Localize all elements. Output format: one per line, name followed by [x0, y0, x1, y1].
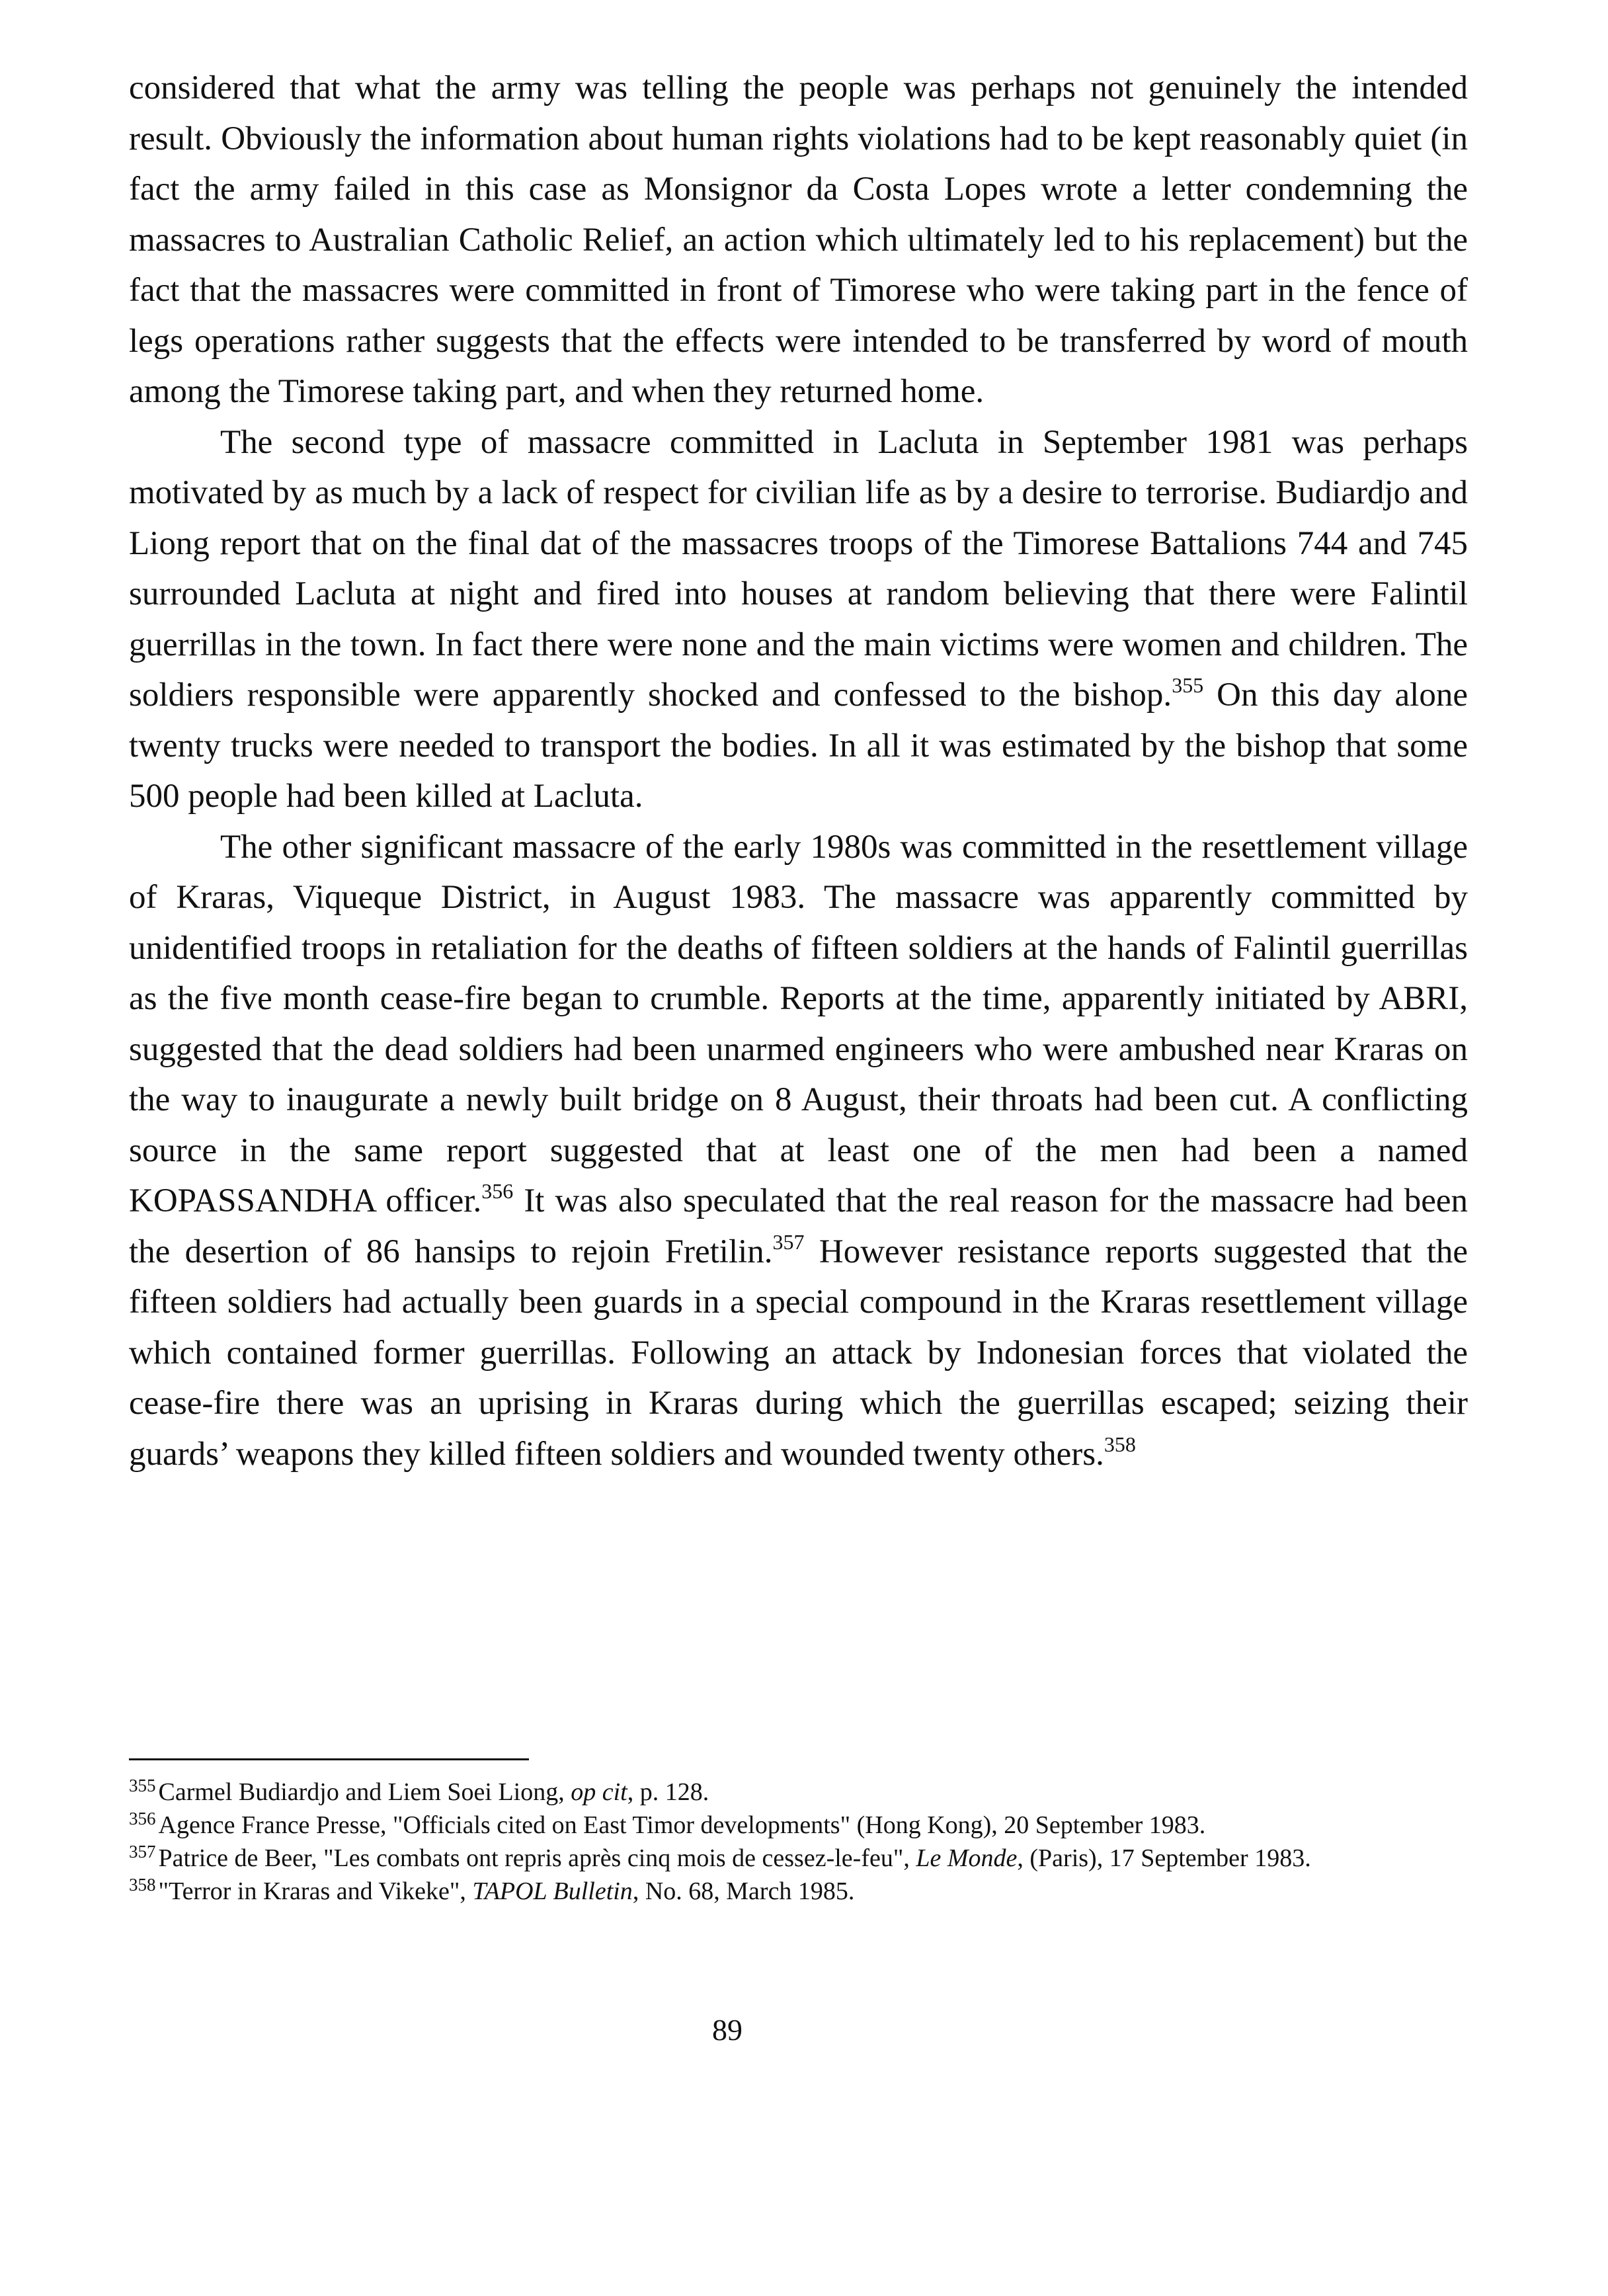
footnote-number: 357 [129, 1842, 156, 1862]
footnote-number: 358 [129, 1875, 156, 1895]
footnote-italic: op cit [571, 1778, 627, 1806]
footnote-italic: Le Monde [916, 1844, 1018, 1872]
footnote-357 [129, 1842, 1508, 1874]
footnote-divider [129, 1758, 529, 1760]
footnotes [129, 1776, 1508, 1908]
footnote-number: 356 [129, 1809, 156, 1828]
footnote-ref-355[interactable]: 355 [1172, 673, 1204, 697]
paragraph-3-text-a: The other significant massacre of the early 1980s was committed in the resettlement village of Kraras, Viqueque District, in August 1983. The massacre was apparently committed by unidentified troops in retaliation for the deaths of fifteen soldiers at the hands of Falintil guerrillas as the five month cease-fire began to crumble. Reports at the time, apparently initiated by ABRI, suggested that the dead soldiers had been unarmed engineers who were ambushed near Kraras on the way to inaugurate a newly built bridge on 8 August, their throats had been cut. A conflicting source in the same report suggested that at least one of the men had been a named KOPASSANDHA officer. [129, 828, 1468, 1219]
paragraph-1-text: considered that what the army was telling the people was perhaps not genuinely the intended result. Obviously the information about human rights violations had to be kept reasonably quiet (in fact the army failed in this case as Monsignor da Costa Lopes wrote a letter condemning the massacres to Australian Catholic Relief, an action which ultimately led to his replacement) but the fact that the massacres were committed in front of Timorese who were taking part in the fence of legs operations rather suggests that the effects were intended to be transferred by word of mouth among the Timorese taking part, and when they returned home. [129, 69, 1468, 410]
footnote-text: Patrice de Beer, "Les combats ont repris après cinq mois de cessez-le-feu", [158, 1844, 916, 1872]
footnote-text: , p. 128. [627, 1778, 709, 1806]
paragraph-2-text-a: The second type of massacre committed in Lacluta in September 1981 was perhaps motivated by as much by a lack of respect for civilian life as by a desire to terrorise. Budiardjo and Liong report that on the final dat of the massacres troops of the Timorese Battalions 744 and 745 surrounded Lacluta at night and fired into houses at random believing that there were Falintil guerrillas in the town. In fact there were none and the main victims were women and children. The soldiers responsible were apparently shocked and confessed to the bishop. [129, 423, 1468, 714]
footnote-358 [129, 1875, 1508, 1907]
footnote-text: Carmel Budiardjo and Liem Soei Liong, [158, 1778, 571, 1806]
footnote-text: , (Paris), 17 September 1983. [1017, 1844, 1311, 1872]
paragraph-2 [129, 417, 1468, 822]
footnote-text: "Terror in Kraras and Vikeke", [158, 1877, 473, 1905]
paragraph-2-text-b: On this day alone twenty trucks were needed to transport the bodies. In all it was estimated by the bishop that some 500 people had been killed at Lacluta. [129, 676, 1468, 815]
paragraph-3-text-b: It was also speculated that the real reason for the massacre had been the desertion of 86 hansips to rejoin Fretilin. [129, 1182, 1468, 1270]
footnote-ref-356[interactable]: 356 [481, 1179, 514, 1203]
body-text [129, 63, 1468, 1479]
footnote-text: Agence France Presse, "Officials cited on East Timor developments" (Hong Kong), 20 September 1983. [158, 1811, 1206, 1839]
footnote-italic: TAPOL Bulletin [472, 1877, 633, 1905]
footnote-ref-357[interactable]: 357 [772, 1229, 805, 1254]
paragraph-3 [129, 822, 1468, 1480]
page-number: 89 [712, 2013, 743, 2047]
footnote-number: 355 [129, 1776, 156, 1795]
footnote-text: , No. 68, March 1985. [632, 1877, 855, 1905]
footnote-ref-358[interactable]: 358 [1104, 1432, 1136, 1456]
footnote-355 [129, 1776, 1508, 1808]
footnote-356 [129, 1809, 1508, 1841]
paragraph-3-text-c: However resistance reports suggested that the fifteen soldiers had actually been guards in a special compound in the Kraras resettlement village which contained former guerrillas. Following an attack by Indonesian forces that violated the cease-fire there was an uprising in Kraras during which the guerrillas escaped; seizing their guards’ weapons they killed fifteen soldiers and wounded twenty others. [129, 1233, 1468, 1473]
paragraph-1 [129, 63, 1468, 417]
